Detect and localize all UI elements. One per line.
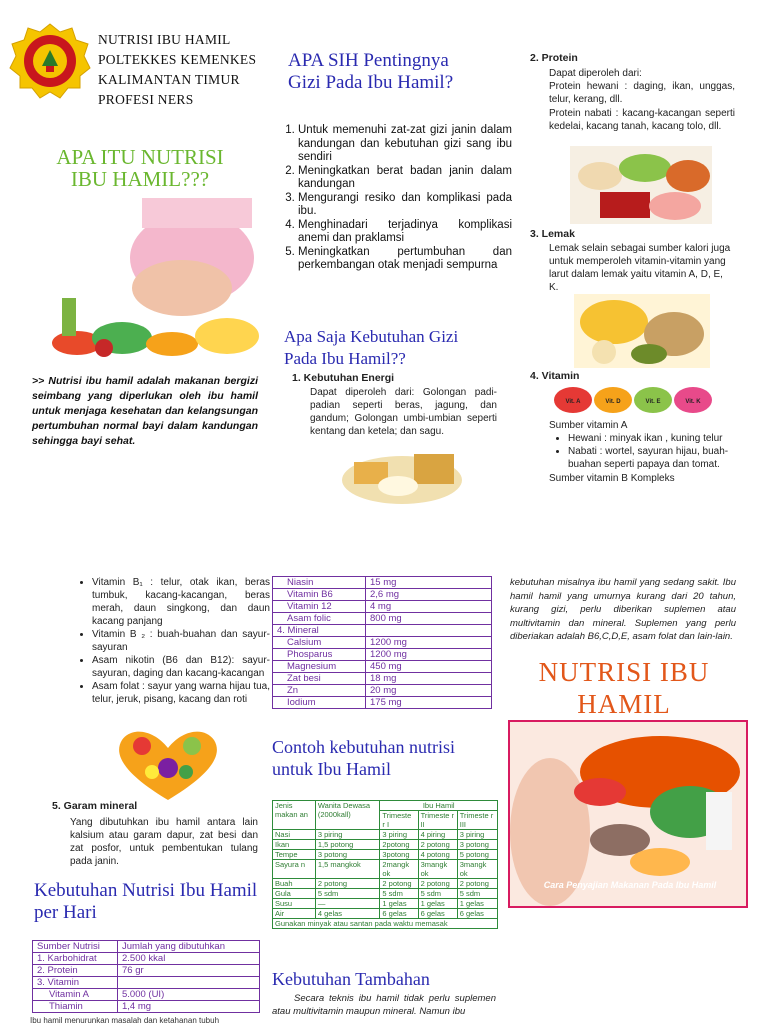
table-cell: Buah: [273, 879, 316, 889]
vitamin-pill-label: Vit. D: [605, 399, 621, 405]
table-row: [33, 953, 260, 965]
vitamin-b-source: Sumber vitamin B Kompleks: [549, 473, 675, 484]
table-cell: Phosparus: [273, 649, 366, 661]
table-row: [273, 577, 492, 589]
table-cell: Vitamin B6: [273, 589, 366, 601]
table-cell: Iodium: [273, 697, 366, 709]
lemak-title: 3. Lemak: [530, 228, 575, 240]
table-cell: —: [315, 899, 380, 909]
vitamin-a-list: [556, 432, 748, 471]
reason-item: 4. Menghinadari terjadinya komplikasi anemi dan praklamsi: [298, 219, 512, 246]
header-line-3: KALIMANTAN TIMUR: [98, 72, 240, 87]
table-row: [273, 589, 492, 601]
tambahan-text: Secara teknis ibu hamil tidak perlu suplemen atau multivitamin maupun mineral. Namun ibu: [272, 993, 496, 1017]
garam-title: 5. Garam mineral: [52, 800, 138, 812]
table-row: [273, 909, 498, 919]
table-cell: 3mangk ok: [418, 860, 457, 879]
table-cell: 1200 mg: [366, 637, 492, 649]
table-cell: 2,6 mg: [366, 589, 492, 601]
intro-paragraph: >> Nutrisi ibu hamil adalah makanan bergizi seimbang yang diperlukan oleh ibu hamil untuk menjaga kesehatan dan kelangsungan pertumbuhan normal bayi dalam kandungan sehingga bayi sehat.: [32, 375, 258, 447]
kebutuhan-gizi-title: Apa Saja Kebutuhan Gizi Pada Ibu Hamil??: [284, 327, 459, 368]
table-cell: 4. Mineral: [273, 625, 366, 637]
table-cell: Nasi: [273, 830, 316, 840]
mineral-table: [272, 576, 492, 709]
table-cell: 3potong: [380, 850, 418, 860]
table-cell: 3 potong: [315, 850, 380, 860]
table-cell: Tempe: [273, 850, 316, 860]
table-cell: 2 potong: [418, 879, 457, 889]
vitamin-pill-label: Vit. K: [685, 399, 701, 405]
list-item: • Vitamin B₁ : telur, otak ikan, beras tumbuk, kacang-kacangan, beras merah, daun singkong, dan daun kacang panjang: [92, 576, 270, 628]
table-cell: 3mangk ok: [457, 860, 497, 879]
table-row: [273, 830, 498, 840]
table-header-cell: Trimeste r II: [418, 811, 457, 830]
protein-food-image: [570, 146, 712, 224]
table-cell: 6 gelas: [380, 909, 418, 919]
table-header-cell: Ibu Hamil: [380, 801, 498, 811]
table-row: [273, 661, 492, 673]
table-cell: 5 sdm: [457, 889, 497, 899]
table-cell: 1,5 potong: [315, 840, 380, 850]
lemak-text: Lemak selain sebagai sumber kalori juga untuk memperoleh vitamin-vitamin yang larut dalam lemak yaitu vitamin A, D, E, K.: [549, 243, 731, 293]
table-cell: 18 mg: [366, 673, 492, 685]
reason-item: 3. Mengurangi resiko dan komplikasi pada ibu.: [298, 192, 512, 219]
table-row: [273, 899, 498, 909]
table-cell: 2 potong: [315, 879, 380, 889]
table-cell: 3. Vitamin: [33, 977, 118, 989]
table-cell: 1,4 mg: [118, 1001, 260, 1013]
big-title: NUTRISI IBU HAMIL: [538, 657, 710, 719]
list-item: • Asam nikotin (B6 dan B12): sayur-sayuran, daging dan kacang-kacangan: [92, 654, 270, 680]
table-header-cell: Jumlah yang dibutuhkan: [118, 941, 260, 953]
fat-food-image: [574, 294, 710, 368]
table-cell: 1 gelas: [380, 899, 418, 909]
table-cell: Magnesium: [273, 661, 366, 673]
table-cell: Vitamin 12: [273, 601, 366, 613]
table-cell: Calsium: [273, 637, 366, 649]
table-cell: Ikan: [273, 840, 316, 850]
protein-text-3: Protein nabati : kacang-kacangan seperti kedelai, kacang tanah, kacang tolo, dll.: [549, 108, 735, 132]
table-row: [273, 601, 492, 613]
table-cell: 4 mg: [366, 601, 492, 613]
serving-caption: Cara Penyajian Makanan Pada Ibu Hamil: [543, 880, 717, 890]
tambahan-title: Kebutuhan Tambahan: [272, 969, 430, 989]
table-row: [273, 860, 498, 879]
table-cell: Niasin: [273, 577, 366, 589]
table-cell: 5 sdm: [380, 889, 418, 899]
table-cell: 4 gelas: [315, 909, 380, 919]
table-cell: 175 mg: [366, 697, 492, 709]
table-row: [33, 965, 260, 977]
reason-item: 2. Meningkatkan berat badan janin dalam kandungan: [298, 165, 512, 192]
table-row: [33, 1001, 260, 1013]
table-row: [33, 977, 260, 989]
table-cell: 3 piring: [315, 830, 380, 840]
table-header-cell: Trimeste r III: [457, 811, 497, 830]
table-row: [273, 613, 492, 625]
table-cell: 1. Karbohidrat: [33, 953, 118, 965]
vitamin-pills: [553, 386, 713, 414]
list-item: • Hewani : minyak ikan , kuning telur: [568, 432, 748, 445]
grains-image: [334, 440, 470, 510]
table-row: [273, 879, 498, 889]
table-row: [273, 919, 498, 929]
table-row: [273, 685, 492, 697]
table-header-cell: Trimeste r I: [380, 811, 418, 830]
list-item: • Asam folat : sayur yang warna hijau tua, telur, jeruk, pisang, kacang dan roti: [92, 680, 270, 706]
table-row: [273, 801, 498, 811]
table-row: [273, 649, 492, 661]
table-cell: [366, 625, 492, 637]
vitamin-b-list: [80, 576, 270, 706]
menu-table: [272, 800, 498, 929]
table-cell: 5 sdm: [315, 889, 380, 899]
table-cell: 76 gr: [118, 965, 260, 977]
table-cell: Gula: [273, 889, 316, 899]
pregnant-woman-image: [32, 198, 264, 360]
table-cell: Air: [273, 909, 316, 919]
table-cell: 800 mg: [366, 613, 492, 625]
table-cell: 20 mg: [366, 685, 492, 697]
apa-itu-title: APA ITU NUTRISI IBU HAMIL???: [56, 145, 224, 191]
table-cell: 5.000 (UI): [118, 989, 260, 1001]
table-cell: 2 potong: [418, 840, 457, 850]
table-cell: [118, 977, 260, 989]
table-row: [273, 625, 492, 637]
list-item: • Nabati : wortel, sayuran hijau, buah-buahan seperti papaya dan tomat.: [568, 445, 748, 471]
kebutuhan-nutrisi-title: Kebutuhan Nutrisi Ibu Hamil per Hari: [34, 880, 258, 923]
vitamin-pill-label: Vit. E: [645, 399, 661, 405]
table-cell: 1 gelas: [418, 899, 457, 909]
table-cell: 2potong: [380, 840, 418, 850]
table-cell: 1 gelas: [457, 899, 497, 909]
table-cell: Vitamin A: [33, 989, 118, 1001]
list-item: • Vitamin B ₂ : buah-buahan dan sayur-sayuran: [92, 628, 270, 654]
table-cell: 2.500 kkal: [118, 953, 260, 965]
garam-text: Yang dibutuhkan ibu hamil antara lain kalsium atau garam dapur, zat besi dan zat posfor, untuk pembentukan tulang pada janin.: [70, 817, 258, 867]
table-cell: 2mangk ok: [380, 860, 418, 879]
table-cell: 6 gelas: [418, 909, 457, 919]
table-cell: 6 gelas: [457, 909, 497, 919]
table-row: [273, 850, 498, 860]
table-cell: Susu: [273, 899, 316, 909]
serving-food-image: [508, 720, 748, 908]
table-header-cell: Jenis makan an: [273, 801, 316, 830]
table-row: [273, 637, 492, 649]
pentingnya-title: APA SIH Pentingnya Gizi Pada Ibu Hamil?: [288, 50, 454, 93]
protein-title: 2. Protein: [530, 52, 578, 64]
table-cell: Thiamin: [33, 1001, 118, 1013]
header-line-2: POLTEKKES KEMENKES: [98, 52, 257, 67]
table-cell: 1,5 mangkok: [315, 860, 380, 879]
table-cell: 450 mg: [366, 661, 492, 673]
protein-text-1: Dapat diperoleh dari:: [549, 68, 642, 79]
table-cell: 1200 mg: [366, 649, 492, 661]
table-header-cell: Wanita Dewasa (2000kall): [315, 801, 380, 830]
table-cell: 5 sdm: [418, 889, 457, 899]
table-cell: Sayura n: [273, 860, 316, 879]
table-row: [273, 889, 498, 899]
table-cell: 4 piring: [418, 830, 457, 840]
footer-cut-text: Ibu hamil menurunkan masalah dan ketahanan tubuh: [30, 1017, 220, 1025]
table-cell: Zn: [273, 685, 366, 697]
nutrisi-table: [32, 940, 260, 1013]
header-line-1: NUTRISI IBU HAMIL: [98, 32, 231, 47]
table-row: [273, 697, 492, 709]
table-header-cell: Sumber Nutrisi: [33, 941, 118, 953]
table-footer-cell: Gunakan minyak atau santan pada waktu memasak: [273, 919, 498, 929]
energi-text: Dapat diperoleh dari: Golongan padi-padian seperti beras, jagung, dan gandum; Golongan umbi-umbian seperti kentang dan ketela; dan sagu.: [310, 387, 497, 437]
energi-title: 1. Kebutuhan Energi: [292, 372, 395, 384]
suplemen-text: kebutuhan misalnya ibu hamil yang sedang sakit. Ibu hamil hamil yang umurnya kurang dari 20 tahun, kurang gizi, perlu diberikan suplemen atau multivitamin dan mineral. Suplemen yang perlu diberiakan adalah B6,C,D,E, asam folat dan lain-lain.: [510, 577, 736, 642]
table-row: [33, 989, 260, 1001]
vitamin-a-source: Sumber vitamin A: [549, 420, 628, 431]
table-row: [273, 840, 498, 850]
table-cell: 4 potong: [418, 850, 457, 860]
table-cell: 3 piring: [380, 830, 418, 840]
table-cell: 3 potong: [457, 840, 497, 850]
table-cell: 2. Protein: [33, 965, 118, 977]
table-cell: 3 piring: [457, 830, 497, 840]
fruit-heart-image: [108, 726, 228, 804]
table-cell: 2 potong: [380, 879, 418, 889]
table-cell: Asam folic: [273, 613, 366, 625]
reasons-list: [282, 124, 512, 273]
poltekkes-logo: [8, 22, 92, 100]
table-cell: 15 mg: [366, 577, 492, 589]
header-line-4: PROFESI NERS: [98, 92, 194, 107]
vitamin-title: 4. Vitamin: [530, 370, 580, 382]
vitamin-pill-label: Vit. A: [565, 399, 581, 405]
table-row: [33, 941, 260, 953]
table-cell: Zat besi: [273, 673, 366, 685]
contoh-title: Contoh kebutuhan nutrisi untuk Ibu Hamil: [272, 737, 455, 779]
table-cell: 2 potong: [457, 879, 497, 889]
table-row: [273, 673, 492, 685]
reason-item: 5. Meningkatkan pertumbuhan dan perkembangan otak menjadi sempurna: [298, 246, 512, 273]
reason-item: 1. Untuk memenuhi zat-zat gizi janin dalam kandungan dan kebutuhan gizi sang ibu sendiri: [298, 124, 512, 165]
protein-text-2: Protein hewani : daging, ikan, unggas, telur, kerang, dll.: [549, 81, 735, 105]
table-cell: 5 potong: [457, 850, 497, 860]
